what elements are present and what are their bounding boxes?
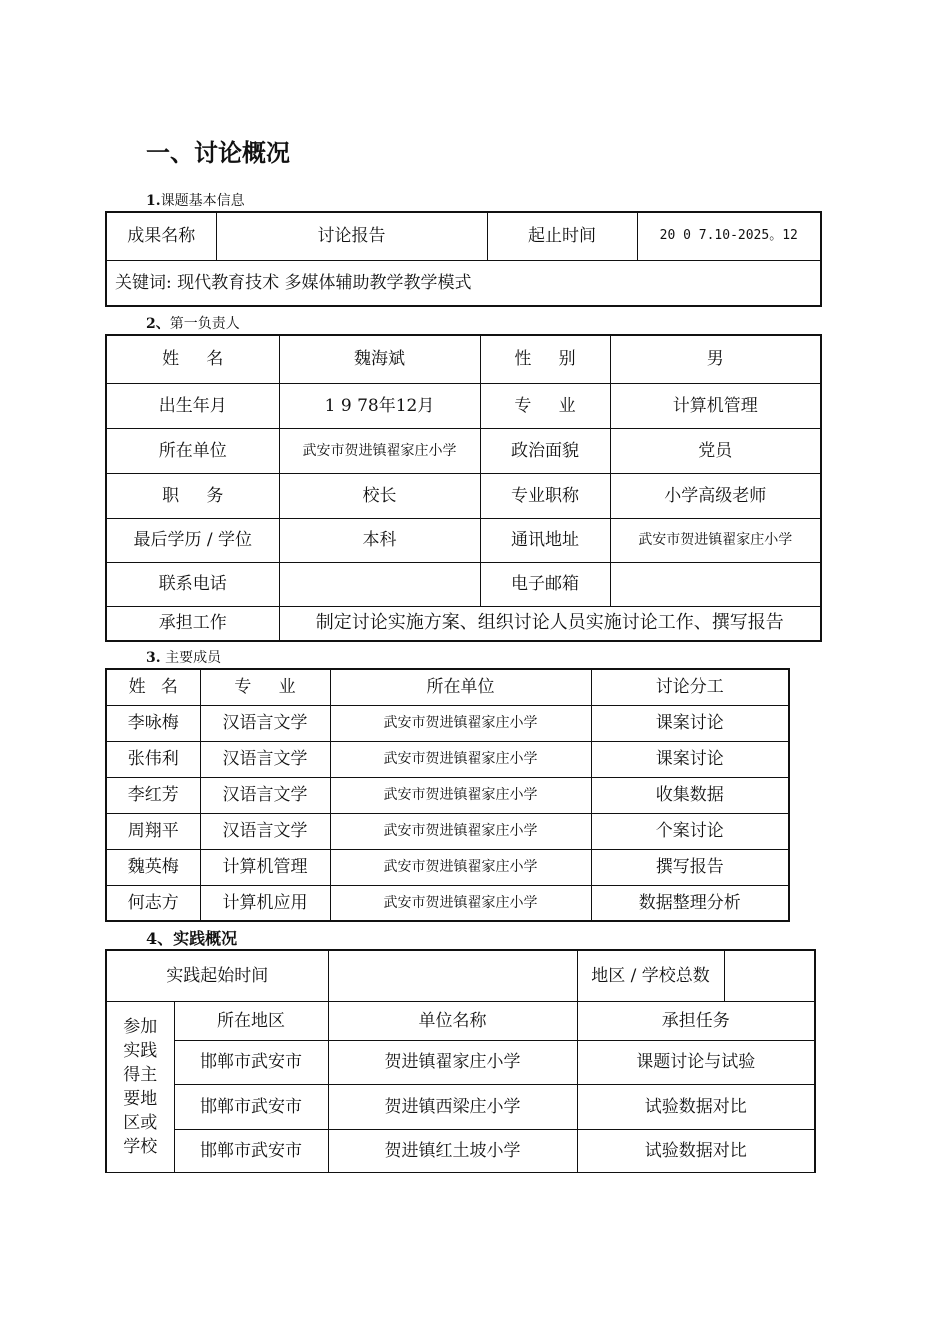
member-task: 撰写报告 <box>591 849 789 885</box>
section-3-number: 3. <box>146 650 161 666</box>
practice-count-value <box>724 950 815 1001</box>
keywords: 关键词: 现代教育技术 多媒体辅助教学教学模式 <box>106 260 821 306</box>
members-header-task: 讨论分工 <box>591 669 789 705</box>
member-unit: 武安市贺进镇翟家庄小学 <box>330 705 591 741</box>
member-major: 汉语言文学 <box>200 705 330 741</box>
leader-gender-value: 男 <box>610 335 821 383</box>
practice-unit: 贺进镇西梁庄小学 <box>328 1084 577 1129</box>
period-value: 20 0 7.10-2025。12 <box>637 212 821 260</box>
member-major: 汉语言文学 <box>200 741 330 777</box>
table-row <box>106 1129 815 1172</box>
leader-duty-label: 承担工作 <box>106 606 279 641</box>
member-task: 课案讨论 <box>591 741 789 777</box>
leader-name-label: 姓名 <box>106 335 279 383</box>
table-row <box>106 885 789 921</box>
practice-header-region: 所在地区 <box>174 1001 328 1040</box>
practice-unit: 贺进镇翟家庄小学 <box>328 1040 577 1084</box>
member-task: 个案讨论 <box>591 813 789 849</box>
section-3-heading <box>146 647 221 667</box>
member-name: 李红芳 <box>106 777 200 813</box>
practice-start-value <box>328 950 577 1001</box>
leader-political-value: 党员 <box>610 428 821 473</box>
leader-position-value: 校长 <box>279 473 480 518</box>
section-1-heading <box>146 190 245 210</box>
leader-address-label: 通讯地址 <box>480 518 610 562</box>
table-row <box>106 777 789 813</box>
member-unit: 武安市贺进镇翟家庄小学 <box>330 741 591 777</box>
section-1-number: 1. <box>146 193 161 209</box>
practice-region: 邯郸市武安市 <box>174 1129 328 1172</box>
member-major: 计算机管理 <box>200 849 330 885</box>
leader-gender-label: 性别 <box>480 335 610 383</box>
practice-task: 试验数据对比 <box>577 1129 815 1172</box>
result-name-value: 讨论报告 <box>216 212 487 260</box>
leader-unit-label: 所在单位 <box>106 428 279 473</box>
table-row <box>106 741 789 777</box>
table-row <box>106 1040 815 1084</box>
member-major: 计算机应用 <box>200 885 330 921</box>
practice-table <box>105 949 816 1173</box>
section-2-heading <box>146 313 240 333</box>
section-2-title: 第一负责人 <box>169 316 240 332</box>
period-label: 起止时间 <box>487 212 637 260</box>
member-name: 魏英梅 <box>106 849 200 885</box>
members-header-unit: 所在单位 <box>330 669 591 705</box>
leader-duty-value: 制定讨论实施方案、组织讨论人员实施讨论工作、撰写报告 <box>279 606 821 641</box>
leader-table <box>105 334 822 642</box>
member-name: 张伟利 <box>106 741 200 777</box>
page-title: 一、讨论概况 <box>146 139 290 167</box>
leader-major-label: 专业 <box>480 383 610 428</box>
leader-degree-value: 本科 <box>279 518 480 562</box>
member-task: 收集数据 <box>591 777 789 813</box>
leader-position-label: 职务 <box>106 473 279 518</box>
result-name-label: 成果名称 <box>106 212 216 260</box>
practice-task: 课题讨论与试验 <box>577 1040 815 1084</box>
member-unit: 武安市贺进镇翟家庄小学 <box>330 813 591 849</box>
member-name: 李咏梅 <box>106 705 200 741</box>
leader-name-value: 魏海斌 <box>279 335 480 383</box>
leader-title-value: 小学高级老师 <box>610 473 821 518</box>
practice-unit: 贺进镇红土坡小学 <box>328 1129 577 1172</box>
practice-side-label: 参加实践得主要地区或学校 <box>106 1001 174 1172</box>
leader-degree-label: 最后学历 / 学位 <box>106 518 279 562</box>
table-row <box>106 1084 815 1129</box>
member-major: 汉语言文学 <box>200 813 330 849</box>
practice-count-label: 地区 / 学校总数 <box>577 950 724 1001</box>
practice-header-unit: 单位名称 <box>328 1001 577 1040</box>
member-name: 何志方 <box>106 885 200 921</box>
table-row <box>106 813 789 849</box>
member-name: 周翔平 <box>106 813 200 849</box>
members-header-name: 姓名 <box>106 669 200 705</box>
practice-task: 试验数据对比 <box>577 1084 815 1129</box>
member-task: 数据整理分析 <box>591 885 789 921</box>
table-row <box>106 705 789 741</box>
leader-email-value <box>610 562 821 606</box>
practice-region: 邯郸市武安市 <box>174 1040 328 1084</box>
practice-region: 邯郸市武安市 <box>174 1084 328 1129</box>
member-task: 课案讨论 <box>591 705 789 741</box>
leader-phone-label: 联系电话 <box>106 562 279 606</box>
section-4-heading: 4、实践概况 <box>146 929 238 948</box>
practice-header-task: 承担任务 <box>577 1001 815 1040</box>
member-unit: 武安市贺进镇翟家庄小学 <box>330 849 591 885</box>
section-2-number: 2、 <box>146 316 170 332</box>
section-1-title: 课题基本信息 <box>160 193 245 209</box>
leader-birth-value: 1 9 78年12月 <box>279 383 480 428</box>
leader-major-value: 计算机管理 <box>610 383 821 428</box>
section-3-title: 主要成员 <box>165 650 222 666</box>
leader-phone-value <box>279 562 480 606</box>
leader-title-label: 专业职称 <box>480 473 610 518</box>
leader-address-value: 武安市贺进镇翟家庄小学 <box>610 518 821 562</box>
table-row <box>106 849 789 885</box>
members-header-major: 专业 <box>200 669 330 705</box>
leader-birth-label: 出生年月 <box>106 383 279 428</box>
member-unit: 武安市贺进镇翟家庄小学 <box>330 777 591 813</box>
leader-email-label: 电子邮箱 <box>480 562 610 606</box>
leader-unit-value: 武安市贺进镇翟家庄小学 <box>279 428 480 473</box>
member-major: 汉语言文学 <box>200 777 330 813</box>
practice-start-label: 实践起始时间 <box>106 950 328 1001</box>
basic-info-table <box>105 211 822 307</box>
members-table <box>105 668 790 922</box>
member-unit: 武安市贺进镇翟家庄小学 <box>330 885 591 921</box>
leader-political-label: 政治面貌 <box>480 428 610 473</box>
